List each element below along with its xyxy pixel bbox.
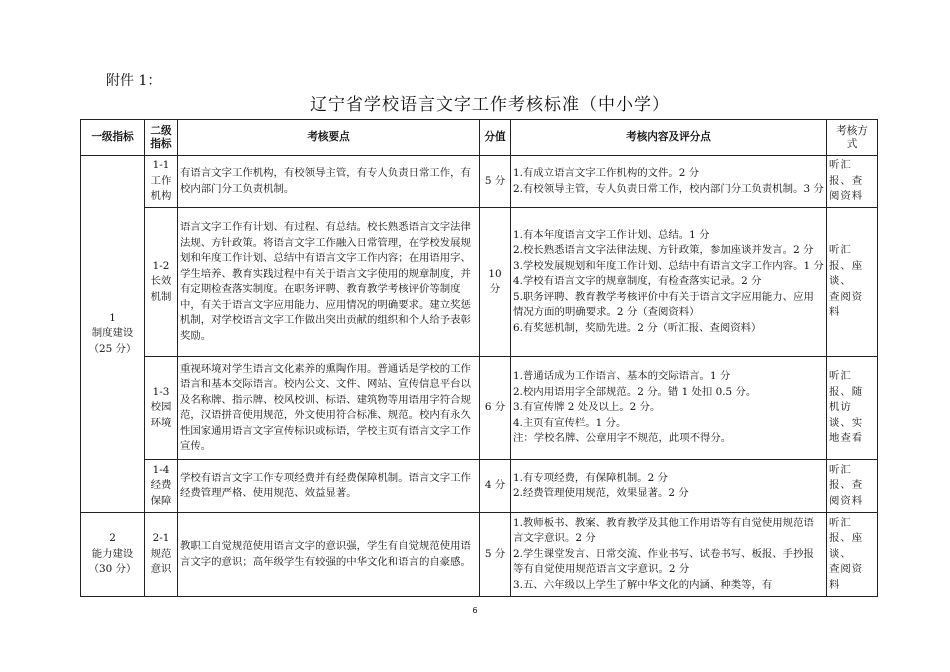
method-cell: 听汇 报、座 谈、 查阅资 料	[827, 513, 878, 597]
assessment-table	[80, 119, 878, 597]
level2-cell: 2-1 规范 意识	[145, 513, 178, 597]
document-title: 辽宁省学校语言文字工作考核标准（中小学）	[310, 95, 670, 115]
table-row	[81, 513, 878, 597]
table-row	[81, 460, 878, 513]
points-cell	[511, 208, 827, 357]
header-level1: 一级指标	[81, 120, 145, 156]
point-item: 2.经费管理使用规范，效果显著。2 分	[513, 487, 689, 499]
page-number: 6	[472, 606, 478, 615]
score-cell: 10 分	[480, 208, 511, 357]
point-item: 4.学校有语言文字的规章制度，有检查落实记录。2 分	[513, 275, 762, 288]
level2-cell: 1-1 工作 机构	[145, 156, 178, 208]
level1-cell: 1 制度建设 （25 分）	[81, 156, 145, 513]
method-cell: 听汇 报、随 机访 谈、实 地查看	[827, 357, 878, 460]
score-cell: 5 分	[480, 513, 511, 597]
level1-cell: 2 能力建设 （30 分）	[81, 513, 145, 597]
header-content: 考核内容及评分点	[511, 120, 827, 156]
method-cell: 听汇 报、座 谈、 查阅资 料	[827, 208, 878, 357]
points-cell	[511, 513, 827, 597]
point-item: 1.有本年度语言文字工作计划、总结。1 分	[513, 228, 710, 241]
criteria-cell: 重视环境对学生语言文化素养的熏陶作用。普通话是学校的工作语言和基本交际语言。校内公文、文件、网站、宣传信息平台以及名称牌、指示牌、校风校训、标语、建筑物等用语用字符合规范，汉语拼音使用规范，外文使用符合标准、规范。校内有永久性国家通用语言文字宣传标识或标语，学校主页有语言文字工作宣传。	[178, 357, 480, 460]
point-item: 3.有宣传牌 2 处及以上。2 分。	[513, 401, 661, 414]
point-item: 3.五、六年级以上学生了解中华文化的内涵、种类等，有	[513, 578, 773, 591]
score-cell: 4 分	[480, 460, 511, 513]
point-item: 2.校长熟悉语言文字法律法规、方针政策，参加座谈并发言。2 分	[513, 244, 814, 257]
points-cell	[511, 460, 827, 513]
table-row	[81, 357, 878, 460]
point-item: 4.主页有宣传栏。1 分。	[513, 416, 627, 429]
level2-cell: 1-3 校园 环境	[145, 357, 178, 460]
attachment-label: 附件 1：	[106, 73, 162, 89]
score-cell: 5 分	[480, 156, 511, 208]
level2-cell: 1-4 经费 保障	[145, 460, 178, 513]
point-item: 6.有奖惩机制，奖励先进。2 分（听汇报、查阅资料）	[513, 321, 762, 334]
points-cell	[511, 357, 827, 460]
score-cell: 6 分	[480, 357, 511, 460]
point-item: 注：学校名牌、公章用字不规范，此项不得分。	[513, 432, 732, 445]
header-level2: 二级 指标	[145, 120, 178, 156]
method-cell: 听汇 报、查 阅资料	[827, 156, 878, 208]
criteria-cell: 语言文字工作有计划、有过程、有总结。校长熟悉语言文字法律法规、方针政策。将语言文字工作融入日常管理，在学校发展规划和年度工作计划、总结中有语言文字工作内容；在用语用字、学生培养、教育实践过程中有关于语言文字使用的规章制度，并有定期检查落实制度。在职务评聘、教育教学考核评价等制度中，有关于语言文字应用能力、应用情况的明确要求。建立奖惩机制，对学校语言文字工作做出突出贡献的组织和个人给予表彰奖励。	[178, 208, 480, 357]
point-item: 2.学生课堂发言、日常交流、作业书写、试卷书写、板报、手抄报等有自觉使用规范语言文字意识。2 分	[513, 547, 814, 576]
level2-cell: 1-2 长效 机制	[145, 208, 178, 357]
point-item: 2.校内用语用字全部规范。2 分。错 1 处扣 0.5 分。	[513, 385, 757, 398]
table-row	[81, 156, 878, 208]
point-item: 3.学校发展规划和年度工作计划、总结中有语言文字工作内容。1 分	[513, 259, 824, 272]
method-cell: 听汇 报、查 阅资料	[827, 460, 878, 513]
point-item: 1.有成立语言文字工作机构的文件。2 分	[513, 167, 700, 179]
header-method: 考核方 式	[827, 120, 878, 156]
point-item: 1.教师板书、教案、教育教学及其他工作用语等有自觉使用规范语言文字意识。2 分	[513, 516, 814, 545]
criteria-cell: 学校有语言文字工作专项经费并有经费保障机制。语言文字工作经费管理严格、使用规范、效益显著。	[178, 460, 480, 513]
header-criteria: 考核要点	[178, 120, 480, 156]
criteria-cell: 教职工自觉规范使用语言文字的意识强，学生有自觉规范使用语言文字的意识；高年级学生有较强的中华文化和语言的自豪感。	[178, 513, 480, 597]
criteria-cell: 有语言文字工作机构，有校领导主管，有专人负责日常工作，有校内部门分工负责机制。	[178, 156, 480, 208]
points-cell	[511, 156, 827, 208]
point-item: 1.有专项经费，有保障机制。2 分	[513, 471, 668, 484]
table-row	[81, 208, 878, 357]
point-item: 2.有校领导主管，专人负责日常工作，校内部门分工负责机制。3 分	[513, 182, 824, 195]
header-score: 分值	[480, 120, 511, 156]
point-item: 1.普通话成为工作语言、基本的交际语言。1 分	[513, 370, 731, 383]
point-item: 5.职务评聘、教育教学考核评价中有关于语言文字应用能力、应用情况方面的明确要求。2 分（查阅资料）	[513, 290, 814, 319]
